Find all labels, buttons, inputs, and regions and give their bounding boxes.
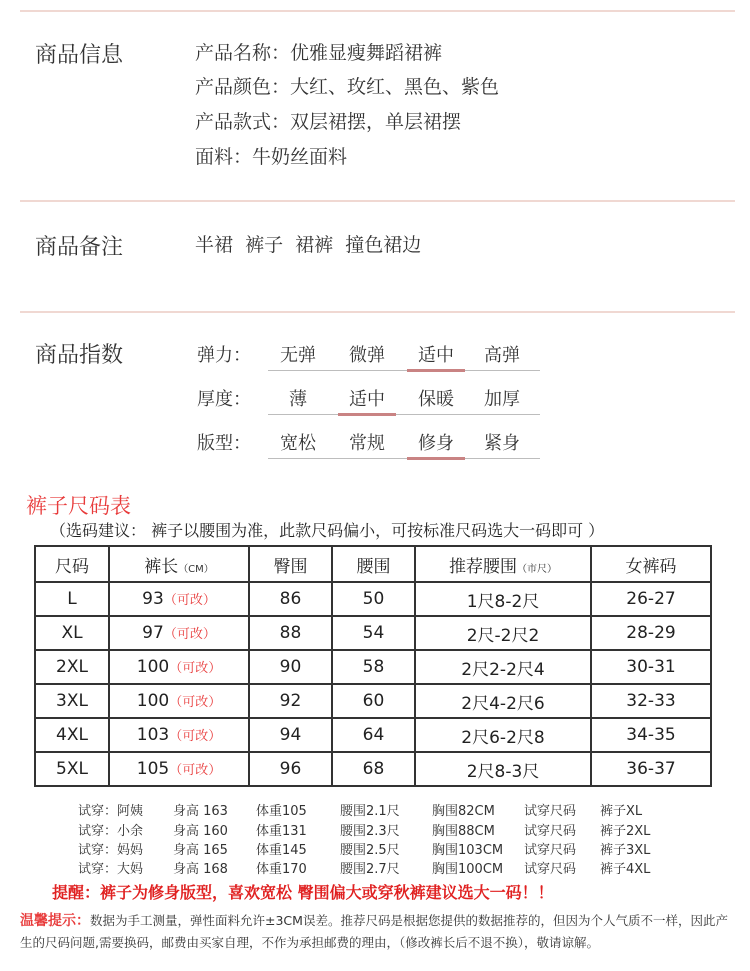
cell-waist: 68 bbox=[332, 752, 415, 786]
warm-text: 数据为手工测量，弹性面料允许±3CM误差。推荐尺码是根据您提供的数据推荐的，但因为个人气质不一样，因此产生的尺码问题,需要换码，邮费由买家自理，不作为承担邮费的理由，（修改裤长后不退不换），敬请谅解。 bbox=[20, 913, 728, 950]
warm-notice bbox=[20, 910, 740, 954]
cell-women: 28-29 bbox=[591, 616, 711, 650]
cell-length: 103（可改） bbox=[109, 718, 249, 752]
cell-women: 26-27 bbox=[591, 582, 711, 616]
table-row bbox=[35, 582, 711, 616]
cell-length: 100（可改） bbox=[109, 684, 249, 718]
divider bbox=[20, 10, 735, 12]
info-title: 商品信息 bbox=[35, 43, 124, 68]
table-row bbox=[35, 718, 711, 752]
index-option-selected: 修身 bbox=[418, 433, 454, 454]
header-rec-waist: 推荐腰围（市尺） bbox=[415, 546, 591, 582]
notes-text: 半裙 裤子 裙裤 撞色裙边 bbox=[195, 234, 422, 256]
cell-waist: 60 bbox=[332, 684, 415, 718]
cell-size: 3XL bbox=[35, 684, 109, 718]
cell-size: L bbox=[35, 582, 109, 616]
cell-hip: 88 bbox=[249, 616, 332, 650]
cell-length: 97（可改） bbox=[109, 616, 249, 650]
index-row-line bbox=[268, 458, 540, 459]
header-length: 裤长（CM） bbox=[109, 546, 249, 582]
index-row-line bbox=[268, 414, 540, 415]
cell-size: 4XL bbox=[35, 718, 109, 752]
size-table bbox=[34, 545, 712, 787]
index-option: 加厚 bbox=[484, 389, 520, 410]
cell-rec: 1尺8-2尺 bbox=[415, 582, 591, 616]
cell-rec: 2尺6-2尺8 bbox=[415, 718, 591, 752]
index-option-selected: 适中 bbox=[418, 345, 454, 366]
index-option: 宽松 bbox=[280, 433, 316, 454]
cell-size: 2XL bbox=[35, 650, 109, 684]
divider bbox=[20, 200, 735, 202]
index-label-fit: 版型： bbox=[197, 433, 251, 454]
notes-title: 商品备注 bbox=[35, 235, 124, 260]
index-option: 常规 bbox=[349, 433, 385, 454]
size-title: 裤子尺码表 bbox=[26, 494, 131, 518]
cell-hip: 94 bbox=[249, 718, 332, 752]
index-option: 微弹 bbox=[349, 345, 385, 366]
index-option: 紧身 bbox=[484, 433, 520, 454]
fit-reminder: 提醒：裤子为修身版型，喜欢宽松 臀围偏大或穿秋裤建议选大一码！！ bbox=[52, 883, 554, 902]
index-option: 无弹 bbox=[280, 345, 316, 366]
info-line-color: 产品颜色：大红、玫红、黑色、紫色 bbox=[195, 76, 500, 98]
header-hip: 臀围 bbox=[249, 546, 332, 582]
selected-marker bbox=[407, 369, 465, 372]
size-tip: （选码建议： 裤子以腰围为准，此款尺码偏小，可按标准尺码选大一码即可 ） bbox=[50, 521, 605, 540]
index-option: 高弹 bbox=[484, 345, 520, 366]
header-size: 尺码 bbox=[35, 546, 109, 582]
index-label-thickness: 厚度： bbox=[197, 389, 251, 410]
table-row bbox=[35, 650, 711, 684]
cell-size: 5XL bbox=[35, 752, 109, 786]
info-line-fabric: 面料：牛奶丝面料 bbox=[195, 146, 348, 168]
selected-marker bbox=[407, 457, 465, 460]
cell-waist: 50 bbox=[332, 582, 415, 616]
cell-length: 93（可改） bbox=[109, 582, 249, 616]
index-option: 薄 bbox=[289, 389, 307, 410]
divider bbox=[20, 311, 735, 313]
index-option: 保暖 bbox=[418, 389, 454, 410]
cell-hip: 86 bbox=[249, 582, 332, 616]
cell-length: 105（可改） bbox=[109, 752, 249, 786]
cell-women: 32-33 bbox=[591, 684, 711, 718]
index-row-line bbox=[268, 370, 540, 371]
info-line-name: 产品名称：优雅显瘦舞蹈裙裤 bbox=[195, 42, 443, 64]
cell-waist: 58 bbox=[332, 650, 415, 684]
index-option-selected: 适中 bbox=[349, 389, 385, 410]
cell-waist: 54 bbox=[332, 616, 415, 650]
cell-length: 100（可改） bbox=[109, 650, 249, 684]
table-row bbox=[35, 616, 711, 650]
cell-rec: 2尺4-2尺6 bbox=[415, 684, 591, 718]
cell-hip: 92 bbox=[249, 684, 332, 718]
table-row bbox=[35, 752, 711, 786]
cell-hip: 90 bbox=[249, 650, 332, 684]
cell-women: 30-31 bbox=[591, 650, 711, 684]
cell-size: XL bbox=[35, 616, 109, 650]
cell-rec: 2尺8-3尺 bbox=[415, 752, 591, 786]
cell-rec: 2尺2-2尺4 bbox=[415, 650, 591, 684]
cell-hip: 96 bbox=[249, 752, 332, 786]
cell-waist: 64 bbox=[332, 718, 415, 752]
cell-women: 36-37 bbox=[591, 752, 711, 786]
header-women: 女裤码 bbox=[591, 546, 711, 582]
table-row bbox=[35, 684, 711, 718]
info-line-style: 产品款式：双层裙摆，单层裙摆 bbox=[195, 111, 462, 133]
header-waist: 腰围 bbox=[332, 546, 415, 582]
cell-rec: 2尺-2尺2 bbox=[415, 616, 591, 650]
table-header-row bbox=[35, 546, 711, 582]
cell-women: 34-35 bbox=[591, 718, 711, 752]
selected-marker bbox=[338, 413, 396, 416]
index-label-elastic: 弹力： bbox=[197, 345, 251, 366]
warm-label: 温馨提示： bbox=[20, 913, 90, 929]
index-title: 商品指数 bbox=[35, 343, 124, 368]
